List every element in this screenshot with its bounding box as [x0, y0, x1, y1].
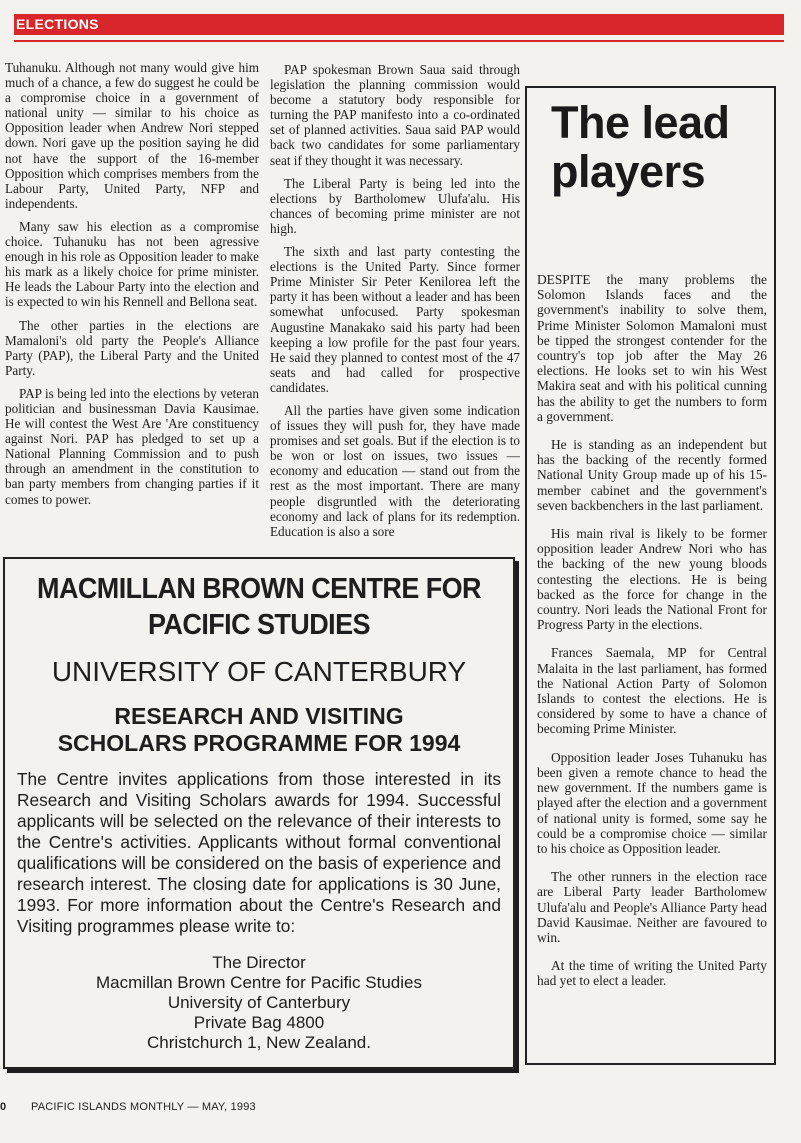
sidebar-title-line: players: [551, 146, 706, 197]
page-number: 0: [0, 1101, 7, 1113]
ad-title: [34, 571, 484, 643]
sidebar-paragraph: He is standing as an independent but has the backing of the recently formed National Unity Group made up of his 15-member cabinet and the government's seven backbenchers in the last parliament.: [537, 437, 767, 513]
ad-address-line: University of Canterbury: [167, 993, 351, 1012]
advertisement-box: [3, 557, 515, 1069]
ad-programme-line: RESEARCH AND VISITING: [114, 703, 404, 729]
article-paragraph: All the parties have given some indication of issues they will push for, they have made promises and set goals. But if the election is to be won or lost on issues, two issues — economy and education — stand out from the rest as the most important. There are many people disgruntled with the deteriorating economy and lack of plans for its redemption. Education is also a sore: [270, 402, 520, 539]
sidebar-paragraph: DESPITE the many problems the Solomon Islands faces and the government's inability to solve them, Prime Minister Solomon Mamaloni must be tipped the strongest contender for the country's top job after the May 26 elections. He looks set to win his West Makira seat and with his political cunning has the ability to get the numbers to form a government.: [537, 272, 767, 424]
sidebar-paragraph: The other runners in the election race are Liberal Party leader Bartholomew Ulufa'alu and People's Alliance Party head David Kausimae. Neither are favoured to win.: [537, 869, 767, 945]
ad-address-line: Macmillan Brown Centre for Pacific Studies: [96, 973, 422, 992]
sidebar-paragraph: Opposition leader Joses Tuhanuku has been given a remote chance to head the new government. If the numbers game is played after the election and a government of national unity is formed, some say he could be a compromise choice — similar to his choice as Opposition leader.: [537, 749, 767, 856]
ad-title-line: PACIFIC STUDIES: [148, 609, 370, 641]
section-header-bar: [14, 14, 784, 38]
ad-programme-heading: [17, 703, 501, 757]
ad-address-line: Private Bag 4800: [193, 1013, 325, 1032]
ad-address: [17, 953, 501, 1053]
article-paragraph: The Liberal Party is being led into the elections by Bartholomew Ulufa'alu. His chances of becoming prime minister are not high.: [270, 175, 520, 236]
article-paragraph: Tuhanuku. Although not many would give him much of a chance, a few do suggest he could be a compromise choice in a government of national unity — similar to his choice as Opposition leader when Andrew Nori stepped down. Nori gave up the position saying he did not have the support of the 16-member Opposition which comprises members from the Labour Party, United Party, NFP and independents.: [5, 60, 259, 211]
section-label: ELECTIONS: [16, 16, 99, 32]
ad-address-line: The Director: [212, 953, 306, 972]
sidebar-body: [537, 272, 767, 989]
article-paragraph: The other parties in the elections are Mamaloni's old party the People's Alliance Party (PAP), the Liberal Party and the United Party.: [5, 317, 259, 378]
article-paragraph: Many saw his election as a compromise choice. Tuhanuku has not been agressive enough in his role as Opposition leader to make his mark as a likely choice for prime minister. He leads the Labour Party into the election and is expected to win his Rennell and Bellona seat.: [5, 218, 259, 310]
footer-publication: PACIFIC ISLANDS MONTHLY — MAY, 1993: [31, 1101, 256, 1113]
sidebar-box: [525, 86, 776, 1065]
sidebar-title-line: The lead: [551, 97, 730, 148]
ad-address-line: Christchurch 1, New Zealand.: [147, 1033, 371, 1052]
ad-programme-line: SCHOLARS PROGRAMME FOR 1994: [57, 730, 461, 756]
ad-title-line: MACMILLAN BROWN CENTRE FOR: [37, 573, 481, 605]
article-column-2: [270, 62, 520, 542]
sidebar-paragraph: Frances Saemala, MP for Central Malaita in the last parliament, has formed the National Action Party of Solomon Islands to contest the elections. He is considered by some to have a chance of becoming Prime Minister.: [537, 645, 767, 737]
ad-body-text: The Centre invites applications from those interested in its Research and Visiting Scholars awards for 1994. Successful applicants will be selected on the relevance of their interests to the Centre's activities. Applicants without formal conventional qualifications will be considered on the basis of experience and research interest. The closing date for applications is 30 June, 1993. For more information about the Centre's Research and Visiting programmes please write to:: [17, 769, 501, 936]
article-paragraph: PAP spokesman Brown Saua said through legislation the planning commission would become a statutory body responsible for turning the PAP manifesto into a co-ordinated set of planned activities. Saua said PAP would back two candidates for some parliamentary seat if they thought it was necessary.: [270, 62, 520, 168]
ad-university: UNIVERSITY OF CANTERBURY: [51, 656, 467, 687]
sidebar-paragraph: At the time of writing the United Party had yet to elect a leader.: [537, 958, 767, 989]
sidebar-paragraph: His main rival is likely to be former opposition leader Andrew Nori who has the backing of the new young bloods contesting the elections. He is being backed as the force for change in the country. Nori leads the National Front for Progress Party in the elections.: [537, 526, 767, 633]
article-column-1: [5, 60, 259, 542]
article-paragraph: The sixth and last party contesting the elections is the United Party. Since former Prime Minister Sir Peter Kenilorea left the party it has been without a leader and has been somewhat unfocused. Party spokesman Augustine Manakako said his party had been keeping a low profile for the past four years. He said they planned to contest most of the 47 seats and had called for prospective candidates.: [270, 244, 520, 395]
sidebar-title: [551, 98, 767, 196]
article-paragraph: PAP is being led into the elections by veteran politician and businessman Davia Kausimae. He will contest the West Are 'Are constituency against Nori. PAP has pledged to set up a National Planning Commission and to push through an amendment in the constitution to ban party members from changing parties if it comes to power.: [5, 385, 259, 507]
